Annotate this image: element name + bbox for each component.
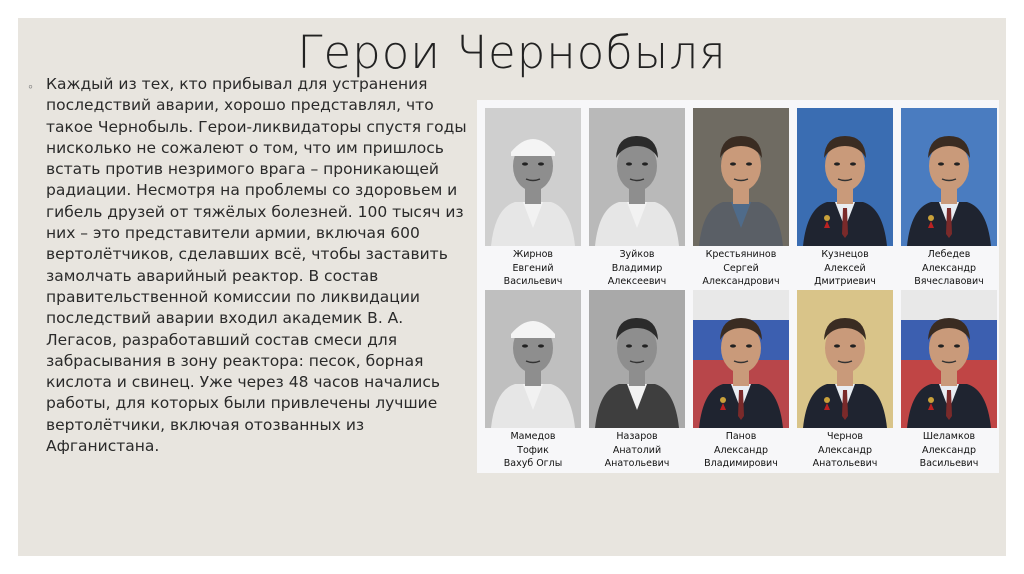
hero-patronymic: Анатольевич (604, 458, 670, 469)
hero-name: Алексей (824, 262, 866, 274)
hero-patronymic: Вахуб Оглы (503, 458, 563, 469)
hero-caption (689, 430, 793, 471)
hero-caption (897, 430, 1001, 471)
hero-surname: Панов (725, 431, 757, 442)
hero-card (693, 108, 789, 288)
hero-patronymic: Васильевич (919, 458, 979, 469)
hero-portrait-photo (589, 108, 685, 246)
hero-portrait-photo (797, 108, 893, 246)
slide-title: Герои Чернобыля (297, 26, 727, 79)
hero-patronymic: Васильевич (503, 276, 563, 287)
hero-caption (481, 430, 585, 471)
hero-name: Евгений (512, 262, 554, 274)
hero-caption (793, 430, 897, 471)
hero-caption (689, 248, 793, 289)
hero-patronymic: Вячеславович (914, 276, 984, 287)
hero-surname: Чернов (826, 431, 863, 442)
hero-surname: Жирнов (512, 249, 554, 260)
hero-card (485, 108, 581, 288)
hero-card (589, 108, 685, 288)
hero-portrait-photo (797, 290, 893, 428)
hero-name: Анатолий (612, 444, 662, 456)
hero-name: Александр (921, 444, 976, 456)
hero-photo-collage (477, 100, 999, 473)
hero-caption (481, 248, 585, 289)
hero-portrait-photo (485, 290, 581, 428)
hero-caption (585, 430, 689, 471)
hero-card (797, 290, 893, 470)
hero-name: Александр (817, 444, 872, 456)
hero-surname: Зуйков (619, 249, 655, 260)
bullet-icon: ◦ (28, 78, 33, 94)
hero-card (485, 290, 581, 470)
hero-card (589, 290, 685, 470)
hero-portrait-photo (589, 290, 685, 428)
hero-surname: Крестьянинов (705, 249, 777, 260)
hero-caption (793, 248, 897, 289)
hero-surname: Шеламков (922, 431, 976, 442)
hero-card (693, 290, 789, 470)
hero-surname: Мамедов (510, 431, 556, 442)
hero-name: Александр (713, 444, 768, 456)
hero-caption (585, 248, 689, 289)
hero-patronymic: Дмитриевич (814, 276, 876, 287)
hero-caption (897, 248, 1001, 289)
hero-surname: Кузнецов (821, 249, 869, 260)
hero-patronymic: Александрович (702, 276, 780, 287)
hero-patronymic: Алексеевич (607, 276, 667, 287)
hero-portrait-photo (901, 108, 997, 246)
slide (18, 18, 1006, 556)
hero-portrait-photo (901, 290, 997, 428)
slide-body-text: Каждый из тех, кто прибывал для устранения последствий аварии, хорошо представлял, что такое Чернобыль. Герои-ликвидаторы спустя годы нисколько не сожалеют о том, что им пришлось встать против незримого врага – проникающей радиации. Несмотря на проблемы со здоровьем и гибель друзей от тяжёлых болезней. 100 тысяч из них – это представители армии, включая 600 вертолётчиков, сделавших всё, чтобы заставить замолчать аварийный реактор. В состав правительственной комиссии по ликвидации последствий аварии входил академик В. А. Легасов, разработавший состав смеси для забрасывания в зону реактора: песок, борная кислота и свинец. Уже через 48 часов начались работы, для которых были привлечены лучшие вертолётчики, включая отозванных из Афганистана. (46, 75, 467, 456)
hero-name: Владимир (611, 262, 663, 274)
hero-card (901, 290, 997, 470)
hero-name: Сергей (723, 262, 759, 274)
hero-patronymic: Анатольевич (812, 458, 878, 469)
hero-card (901, 108, 997, 288)
hero-name: Александр (921, 262, 976, 274)
hero-portrait-photo (485, 108, 581, 246)
hero-surname: Назаров (616, 431, 658, 442)
hero-portrait-photo (693, 290, 789, 428)
hero-surname: Лебедев (927, 249, 971, 260)
hero-card (797, 108, 893, 288)
hero-name: Тофик (517, 444, 549, 456)
hero-portrait-photo (693, 108, 789, 246)
hero-patronymic: Владимирович (704, 458, 778, 469)
